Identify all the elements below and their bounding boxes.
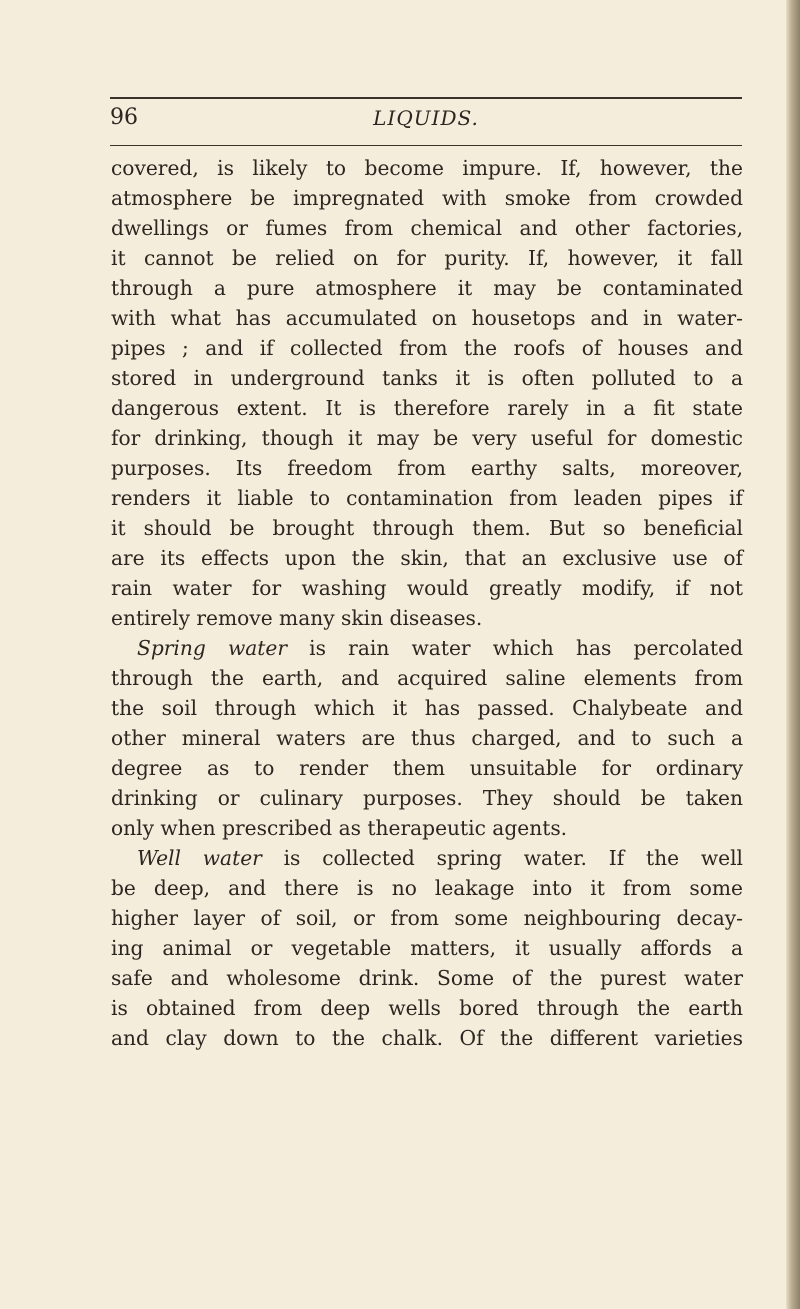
text-line: other mineral waters are thus charged, and to such a xyxy=(111,726,743,750)
text-line: dwellings or fumes from chemical and other factories, xyxy=(111,216,743,240)
text-line: is obtained from deep wells bored through the earth xyxy=(111,996,743,1020)
text-line: higher layer of soil, or from some neighbouring decay- xyxy=(111,906,743,930)
well-water-line-rest: is collected spring water. If the well xyxy=(261,846,744,870)
spring-water-first-line xyxy=(111,633,743,663)
text-line: ing animal or vegetable matters, it usually affords a xyxy=(111,936,743,960)
text-line: be deep, and there is no leakage into it from some xyxy=(111,876,743,900)
text-line: purposes. Its freedom from earthy salts, moreover, xyxy=(111,456,743,480)
text-line: only when prescribed as therapeutic agents. xyxy=(111,816,568,840)
text-line: it cannot be relied on for purity. If, however, it fall xyxy=(111,246,743,270)
text-line: atmosphere be impregnated with smoke from crowded xyxy=(111,186,743,210)
text-line: covered, is likely to become impure. If, however, the xyxy=(111,156,743,180)
text-line: stored in underground tanks it is often polluted to a xyxy=(111,366,743,390)
text-line: degree as to render them unsuitable for ordinary xyxy=(111,756,743,780)
well-water-term: Well water xyxy=(137,846,262,870)
spring-water-term: Spring water xyxy=(137,636,287,660)
page-header xyxy=(110,98,742,138)
running-title: LIQUIDS. xyxy=(373,106,479,130)
text-line: are its effects upon the skin, that an exclusive use of xyxy=(111,546,743,570)
body-text xyxy=(111,153,743,1053)
page-edge-shadow xyxy=(786,0,800,1309)
text-line: it should be brought through them. But so beneficial xyxy=(111,516,743,540)
text-line: safe and wholesome drink. Some of the purest water xyxy=(111,966,743,990)
text-line: through the earth, and acquired saline elements from xyxy=(111,666,743,690)
spring-water-line-rest: is rain water which has percolated xyxy=(287,636,743,660)
header-bottom-rule xyxy=(110,145,742,146)
text-line: with what has accumulated on housetops and in water- xyxy=(111,306,743,330)
text-line: pipes ; and if collected from the roofs of houses and xyxy=(111,336,743,360)
text-line: the soil through which it has passed. Chalybeate and xyxy=(111,696,743,720)
text-line: rain water for washing would greatly modify, if not xyxy=(111,576,743,600)
text-line: dangerous extent. It is therefore rarely in a fit state xyxy=(111,396,743,420)
text-line: drinking or culinary purposes. They should be taken xyxy=(111,786,743,810)
text-line: renders it liable to contamination from leaden pipes if xyxy=(111,486,743,510)
text-line: and clay down to the chalk. Of the different varieties xyxy=(111,1026,743,1050)
text-line: through a pure atmosphere it may be contaminated xyxy=(111,276,743,300)
page-number: 96 xyxy=(110,105,138,130)
well-water-first-line xyxy=(111,843,743,873)
text-line: for drinking, though it may be very useful for domestic xyxy=(111,426,743,450)
text-line: entirely remove many skin diseases. xyxy=(111,606,483,630)
